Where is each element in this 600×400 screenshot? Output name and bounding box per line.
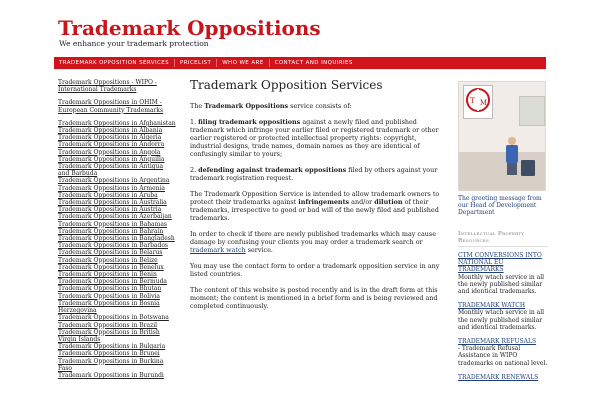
sidebar-link-country[interactable]: Trademark Oppositions in Bahrain bbox=[58, 227, 164, 235]
sidebar-link-country[interactable]: Trademark Oppositions in Australia bbox=[58, 199, 167, 207]
sidebar-link-country[interactable]: Trademark Oppositions in Angola bbox=[58, 148, 161, 156]
greeting-photo[interactable] bbox=[458, 81, 546, 191]
purpose-text: The Trademark Opposition Service is intended to allow trademark owners to protect their trademarks against bbox=[190, 190, 440, 206]
right-sidebar bbox=[458, 81, 548, 388]
sidebar-link-country[interactable]: Trademark Oppositions in Anguilla bbox=[58, 155, 165, 163]
sidebar bbox=[58, 79, 176, 379]
sidebar-link-country[interactable]: Trademark Oppositions in Burundi bbox=[58, 371, 164, 379]
tm-logo-m: M bbox=[479, 99, 488, 107]
photo-child-body bbox=[506, 145, 518, 163]
sidebar-link-country[interactable]: Trademark Oppositions in Benin bbox=[58, 271, 157, 279]
tm-logo-icon bbox=[464, 86, 492, 118]
page-title: Trademark Opposition Services bbox=[190, 78, 383, 92]
photo-child-legs bbox=[507, 163, 517, 175]
sidebar-link-country[interactable]: Trademark Oppositions in Bangladesh bbox=[58, 235, 175, 243]
resource-description: - Trademark Refusal Assistance in WIPO trademarks on national level. bbox=[458, 345, 548, 367]
service-number: 2. bbox=[190, 166, 199, 174]
sidebar-link-country[interactable]: Trademark Oppositions in Algeria bbox=[58, 134, 162, 142]
sidebar-link-country[interactable]: Trademark Oppositions in Armenia bbox=[58, 184, 166, 192]
resources-list bbox=[458, 252, 548, 381]
service-number: 1. bbox=[190, 118, 199, 126]
draft-notice-paragraph: The content of this website is posted recently and is in the draft form at this moment; the content is mentioned in a brief form and is being reviewed and completed continuously. bbox=[190, 286, 438, 310]
nav-item-who-we-are[interactable]: WHO WE ARE bbox=[222, 60, 264, 66]
sidebar-link-country[interactable]: Trademark Oppositions in British Virgin Islands bbox=[58, 328, 160, 343]
sidebar-link-country[interactable]: Trademark Oppositions in Andorra bbox=[58, 141, 165, 149]
nav-divider bbox=[54, 69, 546, 70]
sidebar-link-ohim[interactable]: Trademark Oppositions in OHIM - European Community Trademarks bbox=[58, 99, 164, 114]
sidebar-link-country[interactable]: Trademark Oppositions in Bhutan bbox=[58, 285, 162, 293]
watch-paragraph bbox=[190, 230, 446, 254]
main-nav bbox=[54, 57, 546, 69]
resource-title-link[interactable]: TRADEMARK WATCH bbox=[458, 302, 526, 310]
sidebar-link-wipo[interactable]: Trademark Oppositions - WIPO - International Trademarks bbox=[58, 79, 157, 94]
sidebar-link-country[interactable]: Trademark Oppositions in Austria bbox=[58, 206, 162, 214]
photo-child-head bbox=[508, 137, 516, 145]
sidebar-link-country[interactable]: Trademark Oppositions in Afghanistan bbox=[58, 119, 176, 127]
intro-text-bold: Trademark Oppositions bbox=[204, 102, 289, 110]
service-description: against a newly filed and published trademark which infringe your earlier filed or registered trademark or other earlier registered or protected intellectual property rights: copyright, industrial designs, trade names, domain names as they are identical of confusingly similar to yours; bbox=[190, 118, 439, 158]
sidebar-link-country[interactable]: Trademark Oppositions in Albania bbox=[58, 127, 163, 135]
sidebar-link-country[interactable]: Trademark Oppositions in Burkina Faso bbox=[58, 357, 164, 372]
sidebar-link-country[interactable]: Trademark Oppositions in Botswana bbox=[58, 314, 169, 322]
sidebar-link-country[interactable]: Trademark Oppositions in Argentina bbox=[58, 177, 170, 185]
sidebar-link-country[interactable]: Trademark Oppositions in Bosnia Herzegovina bbox=[58, 299, 160, 315]
photo-window bbox=[519, 96, 545, 126]
service-title: defending against trademark oppositions bbox=[198, 166, 347, 174]
service-item-filing bbox=[190, 118, 446, 158]
sidebar-link-country[interactable]: Trademark Oppositions in Barbados bbox=[58, 242, 169, 250]
keyword-infringements: infringements bbox=[298, 198, 350, 206]
purpose-paragraph bbox=[190, 190, 446, 222]
purpose-text: of their trademarks, irrespective to good or bad will of the newly filed and published trademarks. bbox=[190, 198, 439, 222]
tm-logo-t: T bbox=[470, 97, 475, 105]
sidebar-link-country[interactable]: Trademark Oppositions in Belarus bbox=[58, 249, 163, 257]
resource-title-link[interactable]: CTM CONVERSIONS INTO NATIONAL EU TRADEMARKS bbox=[458, 252, 542, 274]
main-content bbox=[190, 78, 446, 318]
nav-item-pricelist[interactable]: PRICELIST bbox=[179, 60, 212, 66]
resource-title-link[interactable]: TRADEMARK REFUSALS bbox=[458, 338, 537, 346]
sidebar-link-country[interactable]: Trademark Oppositions in Brunei bbox=[58, 350, 160, 358]
intro-text-pre: The bbox=[190, 102, 205, 110]
purpose-text: and/or bbox=[349, 198, 375, 206]
photo-suitcase bbox=[521, 160, 535, 176]
intro-text-post: service consists of: bbox=[288, 102, 352, 110]
keyword-dilution: dilution bbox=[374, 198, 403, 206]
sidebar-link-country[interactable]: Trademark Oppositions in Bermuda bbox=[58, 278, 168, 286]
watch-text: service. bbox=[245, 246, 273, 254]
sidebar-link-country[interactable]: Trademark Oppositions in Azerbaijan bbox=[58, 213, 172, 221]
service-title: filing trademark oppositions bbox=[198, 118, 301, 126]
resource-description: Monthly wtach service in all the newly published similar and identical trademarks. bbox=[458, 309, 545, 331]
site-tagline: We enhance your trademark protection bbox=[59, 39, 209, 48]
photo-caption: The greeting message from our Head of Development Department bbox=[458, 195, 542, 217]
nav-item-services[interactable]: TRADEMARK OPPOSITION SERVICES bbox=[59, 60, 169, 66]
sidebar-link-country[interactable]: Trademark Oppositions in Bolivia bbox=[58, 292, 160, 300]
sidebar-link-country[interactable]: Trademark Oppositions in Bulgaria bbox=[58, 343, 166, 351]
resource-title-link[interactable]: TRADEMARK RENEWALS bbox=[458, 373, 539, 381]
nav-item-contact[interactable]: CONTACT AND INQUIRIES bbox=[274, 60, 353, 66]
service-description: filed by others against your trademark registration request. bbox=[190, 166, 438, 182]
service-item-defending bbox=[190, 166, 446, 182]
sidebar-link-country[interactable]: Trademark Oppositions in Brazil bbox=[58, 321, 158, 329]
watch-text: In order to check if there are newly published trademarks which may cause damage by confusing your clients you may order a trademark search or bbox=[190, 230, 436, 246]
site-title[interactable]: Trademark Oppositions bbox=[58, 16, 321, 40]
sidebar-link-country[interactable]: Trademark Oppositions in Antigua and Barbuda bbox=[58, 163, 164, 178]
sidebar-link-country[interactable]: Trademark Oppositions in Belize bbox=[58, 256, 158, 264]
contact-paragraph: You may use the contact form to order a trademark opposition service in any listed countries. bbox=[190, 262, 440, 278]
sidebar-link-country[interactable]: Trademark Oppositions in Benelux bbox=[58, 263, 164, 271]
resources-heading: Intellectual Property Resources bbox=[458, 231, 548, 247]
trademark-watch-link[interactable]: trademark watch bbox=[190, 246, 246, 254]
sidebar-link-country[interactable]: Trademark Oppositions in Aruba bbox=[58, 191, 158, 199]
tm-logo-board bbox=[463, 85, 493, 119]
intro-paragraph bbox=[190, 102, 446, 110]
sidebar-link-country[interactable]: Trademark Oppositions in Bahamas bbox=[58, 220, 167, 228]
sidebar-country-list bbox=[58, 120, 176, 379]
resource-description: Monthly wtach service in all the newly published similar and identical trademarks. bbox=[458, 273, 545, 296]
